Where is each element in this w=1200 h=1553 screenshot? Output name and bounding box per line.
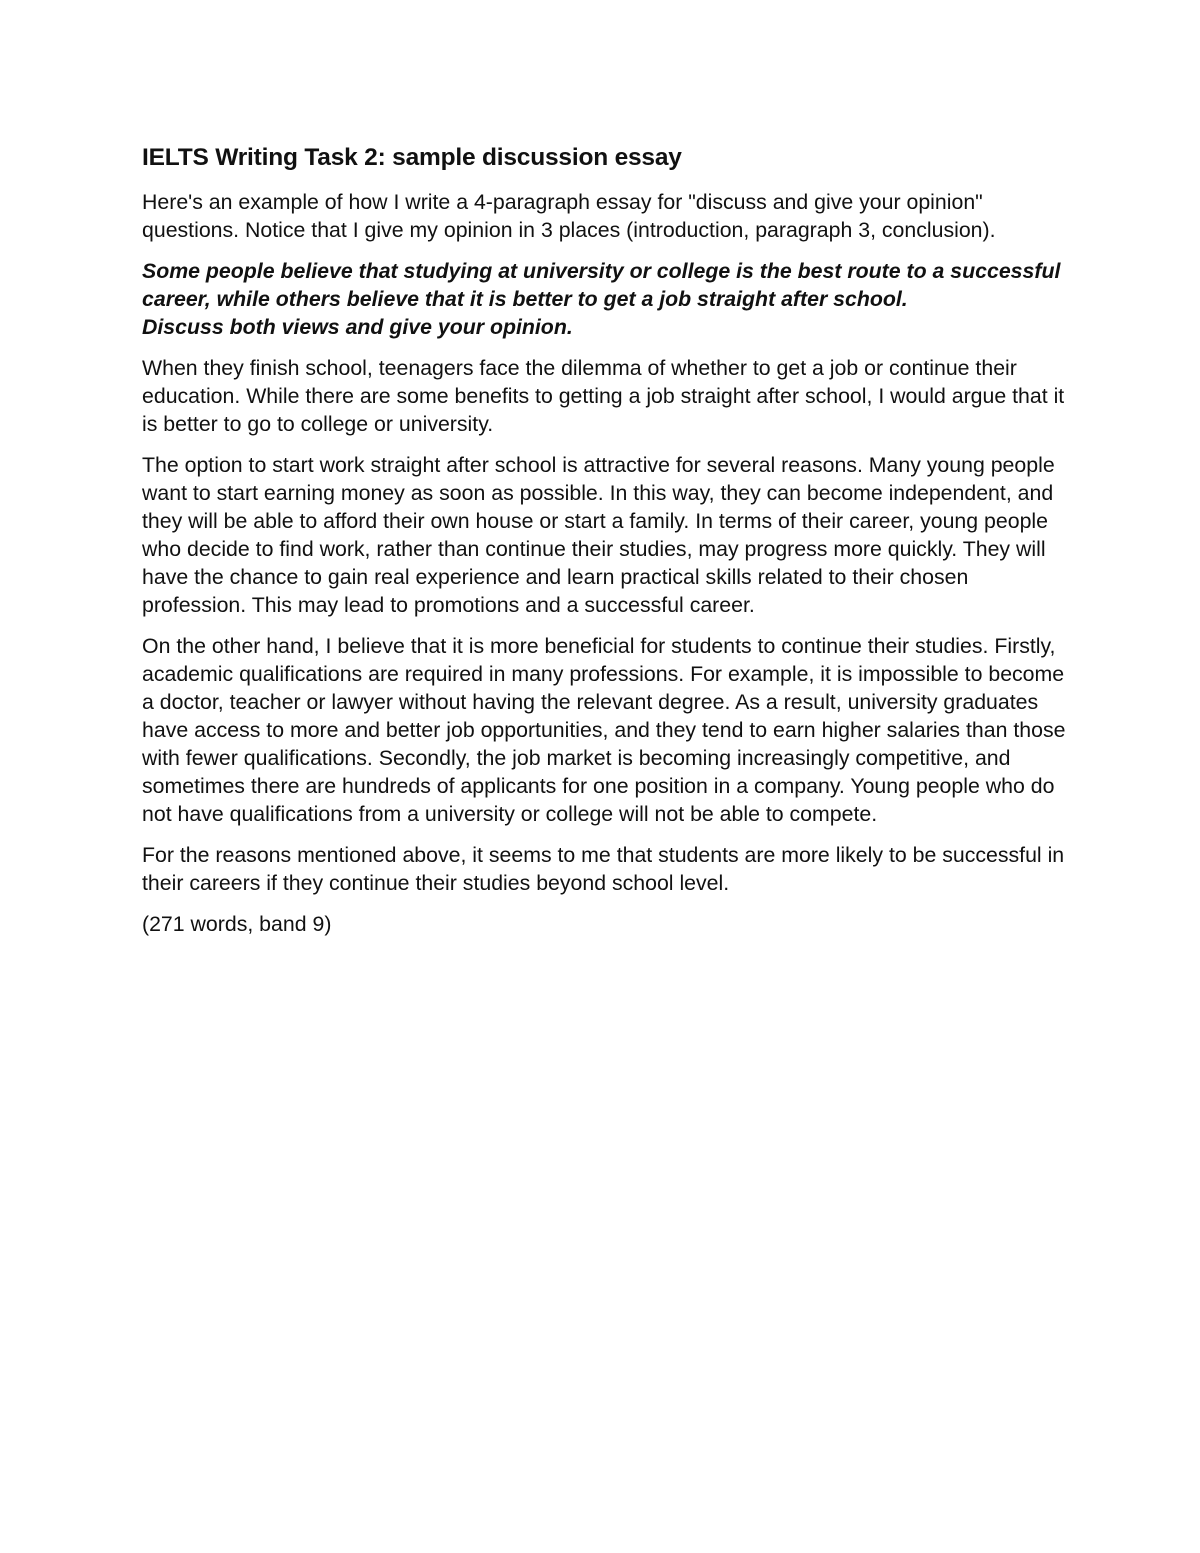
essay-paragraph-body-1: The option to start work straight after school is attractive for several reasons. Many young people want to start earning money as soon as possible. In this way, they can become independent, and they will be able to afford their own house or start a family. In terms of their career, young people who decide to find work, rather than continue their studies, may progress more quickly. They will have the chance to gain real experience and learn practical skills related to their chosen profession. This may lead to promotions and a successful career. [142,453,1055,617]
question-statement: Some people believe that studying at university or college is the best route to a successful career, while others believe that it is better to get a job straight after school. [142,259,1061,311]
essay-paragraph-body-2: On the other hand, I believe that it is more beneficial for students to continue their studies. Firstly, academic qualifications are required in many professions. For example, it is impossible to become a doctor, teacher or lawyer without having the relevant degree. As a result, university graduates have access to more and better job opportunities, and they tend to earn higher salaries than those with fewer qualifications. Secondly, the job market is becoming increasingly competitive, and sometimes there are hundreds of applicants for one position in a company. Young people who do not have qualifications from a university or college will not be able to compete. [142,634,1066,826]
question-instruction: Discuss both views and give your opinion. [142,315,573,339]
intro-paragraph: Here's an example of how I write a 4-paragraph essay for "discuss and give your opinion" questions. Notice that I give my opinion in 3 places (introduction, paragraph 3, conclusion). [142,190,996,242]
document-content [142,140,1072,951]
essay-paragraph-introduction: When they finish school, teenagers face the dilemma of whether to get a job or continue their education. While there are some benefits to getting a job straight after school, I would argue that it is better to go to college or university. [142,356,1065,436]
essay-question [142,257,1072,341]
word-count-note: (271 words, band 9) [142,912,332,936]
document-title: IELTS Writing Task 2: sample discussion essay [142,144,682,171]
essay-paragraph-conclusion: For the reasons mentioned above, it seems to me that students are more likely to be successful in their careers if they continue their studies beyond school level. [142,843,1065,895]
